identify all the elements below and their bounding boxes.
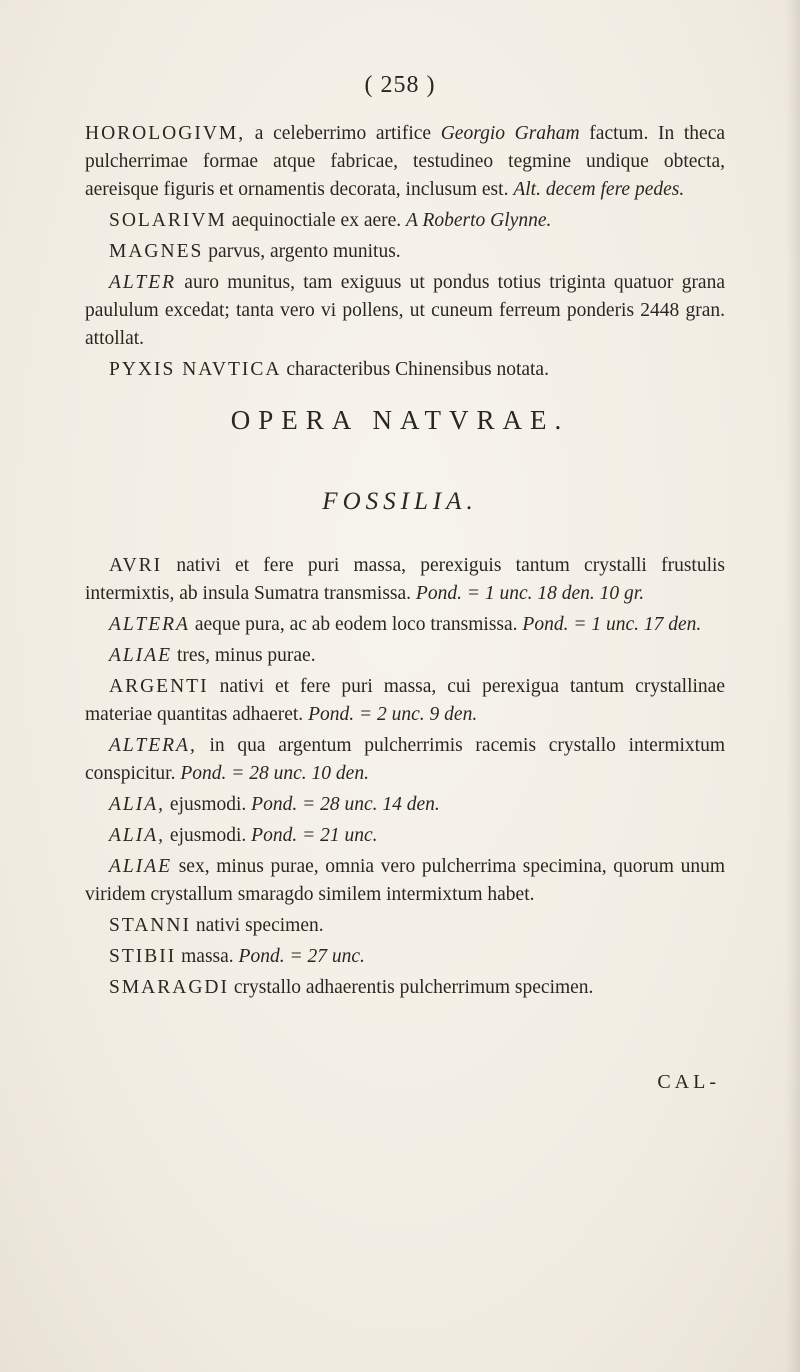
heading-fossilia: FOSSILIA. bbox=[322, 488, 478, 515]
entry-head: ALIA, bbox=[109, 825, 166, 846]
entry-altera-argenti: ALTERA, in qua argentum pulcherrimis racemis crystallo intermixtum conspicitur. Pond. = 28 unc. 10 den. bbox=[85, 735, 725, 784]
entry-head: AVRI bbox=[109, 555, 163, 576]
heading-opera-naturae: OPERA NATVRAE. bbox=[230, 405, 570, 435]
page-number: ( 258 ) bbox=[364, 72, 436, 98]
weight: Pond. = 1 unc. 17 den. bbox=[522, 614, 702, 635]
entry-horologium: HOROLOGIVM, a celeberrimo artifice Georgio Graham factum. In theca pulcherrimae formae atque fabricae, testudineo tegmine undique obtecta, aereisque figuris et ornamentis decorata, inclusum est. Alt. decem fere pedes. bbox=[85, 123, 726, 200]
entry-aliae-sex: ALIAE sex, minus purae, omnia vero pulcherrima specimina, quorum unum viridem crystallum smaragdo similem intermixtum habet. bbox=[85, 856, 725, 905]
entry-magnes: MAGNES parvus, argento munitus. bbox=[109, 241, 401, 262]
entry-head: SMARAGDI bbox=[109, 977, 230, 998]
weight: Pond. = 28 unc. 14 den. bbox=[251, 794, 440, 815]
entry-pyxis: PYXIS NAVTICA characteribus Chinensibus notata. bbox=[109, 359, 549, 380]
entry-head: ALIAE bbox=[109, 856, 173, 877]
entry-head: ALIA, bbox=[109, 794, 166, 815]
entry-head: HOROLOGIVM, bbox=[85, 123, 246, 144]
entry-alter: ALTER auro munitus, tam exiguus ut pondus totius triginta quatuor grana paululum excedat; tanta vero vi pollens, ut cuneum ferreum ponderis 2448 gran. attollat. bbox=[85, 272, 725, 349]
entry-head: ALTER bbox=[109, 272, 177, 293]
weight: Pond. = 1 unc. 18 den. 10 gr. bbox=[415, 583, 645, 604]
entry-aliae-auri: ALIAE tres, minus purae. bbox=[109, 645, 316, 666]
entry-head: PYXIS NAVTICA bbox=[109, 359, 282, 380]
maker-name: Georgio Graham bbox=[440, 123, 580, 144]
weight: Pond. = 27 unc. bbox=[238, 946, 365, 967]
section-fossilia bbox=[85, 552, 725, 1005]
weight: Pond. = 28 unc. 10 den. bbox=[180, 763, 369, 784]
entry-argenti: ARGENTI nativi et fere puri massa, cui perexigua tantum crystallinae materiae quantitas adhaeret. Pond. = 2 unc. 9 den. bbox=[85, 676, 725, 725]
entry-note: Alt. decem fere pedes. bbox=[513, 179, 685, 200]
entry-head: ALTERA bbox=[109, 614, 190, 635]
entry-alia-2: ALIA, ejusmodi. Pond. = 21 unc. bbox=[109, 825, 378, 846]
entry-head: STIBII bbox=[109, 946, 177, 967]
section-instruments bbox=[85, 120, 725, 387]
maker-name: A Roberto Glynne. bbox=[406, 210, 552, 231]
entry-head: ALTERA, bbox=[109, 735, 197, 756]
entry-solarium: SOLARIVM aequinoctiale ex aere. A Roberto Glynne. bbox=[109, 210, 552, 231]
entry-head: SOLARIVM bbox=[109, 210, 227, 231]
weight: Pond. = 2 unc. 9 den. bbox=[308, 704, 478, 725]
catchword: CAL- bbox=[657, 1071, 720, 1093]
page-edge-shadow bbox=[786, 0, 800, 1372]
entry-head: ARGENTI bbox=[109, 676, 209, 697]
entry-head: STANNI bbox=[109, 915, 191, 936]
entry-head: MAGNES bbox=[109, 241, 204, 262]
weight: Pond. = 21 unc. bbox=[251, 825, 378, 846]
entry-stanni: STANNI nativi specimen. bbox=[109, 915, 324, 936]
entry-auri: AVRI nativi et fere puri massa, perexiguis tantum crystalli frustulis intermixtis, ab insula Sumatra transmissa. Pond. = 1 unc. 18 den. 10 gr. bbox=[85, 555, 725, 604]
entry-smaragdi: SMARAGDI crystallo adhaerentis pulcherrimum specimen. bbox=[109, 977, 594, 998]
entry-head: ALIAE bbox=[109, 645, 173, 666]
entry-alia-1: ALIA, ejusmodi. Pond. = 28 unc. 14 den. bbox=[109, 794, 440, 815]
entry-altera-auri: ALTERA aeque pura, ac ab eodem loco transmissa. Pond. = 1 unc. 17 den. bbox=[109, 614, 702, 635]
entry-stibii: STIBII massa. Pond. = 27 unc. bbox=[109, 946, 365, 967]
